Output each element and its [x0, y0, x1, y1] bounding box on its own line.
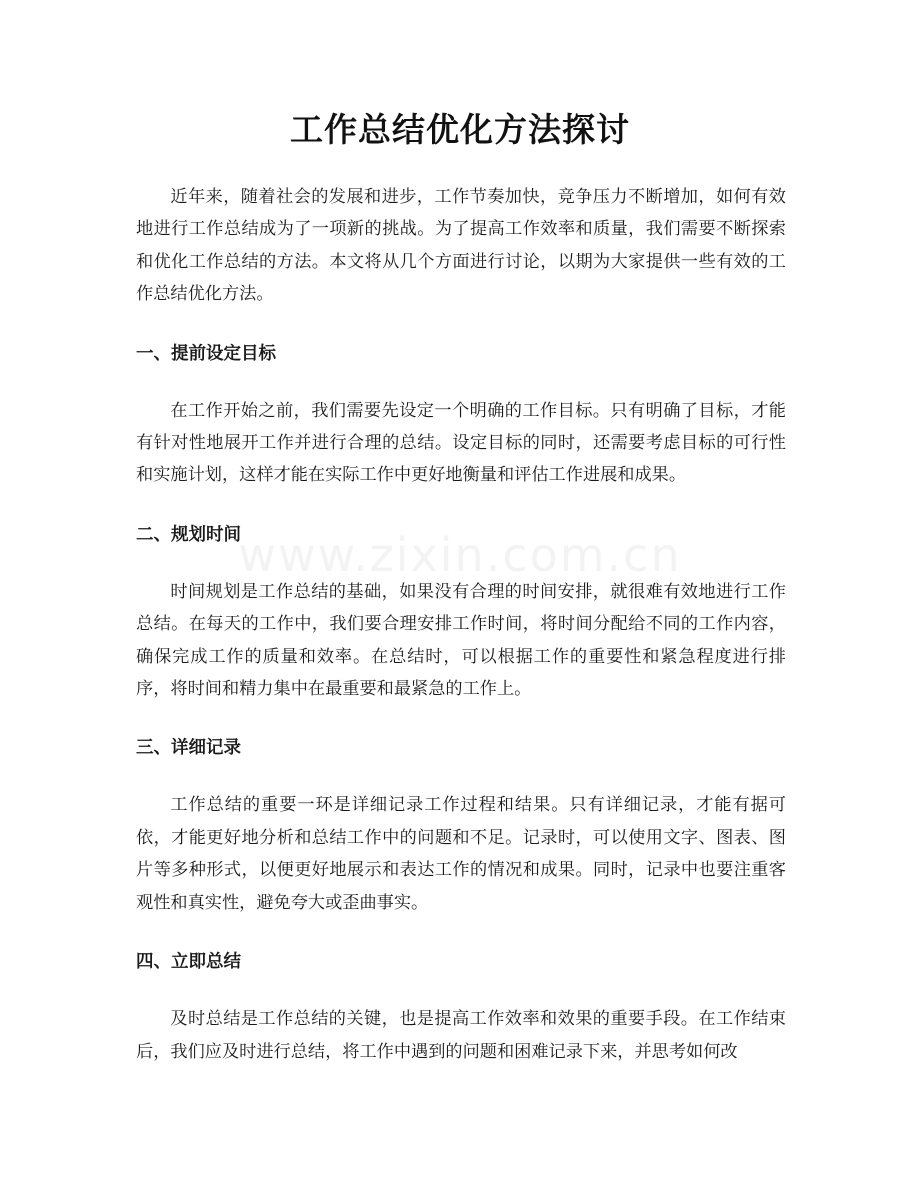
section-paragraph: 及时总结是工作总结的关键，也是提高工作效率和效果的重要手段。在工作结束后，我们应及时进行总结，将工作中遇到的问题和困难记录下来，并思考如何改: [136, 1009, 786, 1062]
document-body: [136, 181, 786, 1068]
section-paragraph: 时间规划是工作总结的基础，如果没有合理的时间安排，就很难有效地进行工作总结。在每天的工作中，我们要合理安排工作时间，将时间分配给不同的工作内容，确保完成工作的质量和效率。在总结时，可以根据工作的重要性和紧急程度进行排序，将时间和精力集中在最重要和最紧急的工作上。: [136, 581, 786, 700]
section-paragraph: 在工作开始之前，我们需要先设定一个明确的工作目标。只有明确了目标，才能有针对性地展开工作并进行合理的总结。设定目标的同时，还需要考虑目标的可行性和实施计划，这样才能在实际工作中更好地衡量和评估工作进展和成果。: [136, 400, 786, 486]
section-heading: 二、规划时间: [136, 524, 241, 545]
section-heading: 三、详细记录: [136, 738, 241, 759]
intro-paragraph: 近年来，随着社会的发展和进步，工作节奏加快，竞争压力不断增加，如何有效地进行工作总结成为了一项新的挑战。为了提高工作效率和质量，我们需要不断探索和优化工作总结的方法。本文将从几个方面进行讨论，以期为大家提供一些有效的工作总结优化方法。: [136, 187, 786, 305]
document-title: 工作总结优化方法探讨: [290, 110, 630, 149]
watermark-text: www.zixin.com.cn: [238, 528, 682, 582]
section-paragraph: 工作总结的重要一环是详细记录工作过程和结果。只有详细记录，才能有据可依，才能更好地分析和总结工作中的问题和不足。记录时，可以使用文字、图表、图片等多种形式，以便更好地展示和表达工作的情况和成果。同时，记录中也要注重客观性和真实性，避免夸大或歪曲事实。: [136, 795, 786, 913]
section-heading: 一、提前设定目标: [136, 343, 276, 364]
section-heading: 四、立即总结: [136, 952, 241, 973]
